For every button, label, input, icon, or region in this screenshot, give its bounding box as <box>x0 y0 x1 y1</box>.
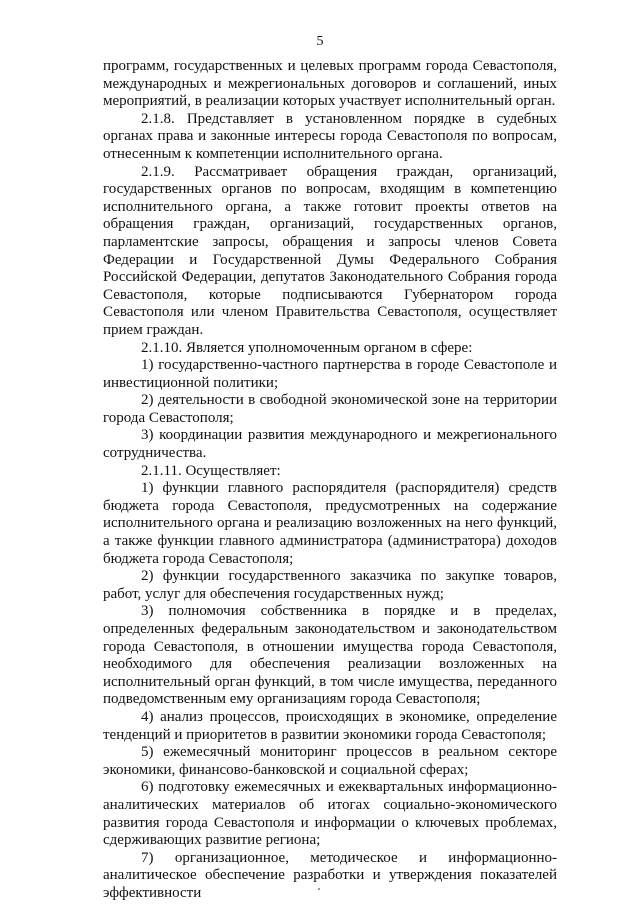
list-item-2-1-11-3: 3) полномочия собственника в порядке и в пределах, определенных федеральным законодательством и законодательством города Севастополя, в отношении имущества города Севастополя, необходимого для обеспечения реализации возложенных на исполнительный орган функций, в том числе имущества, переданного подведомственным ему организациям города Севастополя; <box>103 603 557 708</box>
page-number: 5 <box>316 34 324 49</box>
list-item-2-1-11-2: 2) функции государственного заказчика по закупке товаров, работ, услуг для обеспечения государственных нужд; <box>103 568 557 602</box>
paragraph-2-1-11: 2.1.11. Осуществляет: <box>141 462 281 479</box>
scan-speck <box>318 888 320 890</box>
paragraph-2-1-8: 2.1.8. Представляет в установленном порядке в судебных органах права и законные интересы города Севастополя по вопросам, отнесенным к компетенции исполнительного органа. <box>103 110 557 162</box>
list-item-2-1-10-2: 2) деятельности в свободной экономической зоне на территории города Севастополя; <box>103 392 557 426</box>
list-item-2-1-11-1: 1) функции главного распорядителя (распорядителя) средств бюджета города Севастополя, предусмотренных на содержание исполнительного органа и реализацию возложенных на него функций, а также функции главного администратора (администратора) доходов бюджета города Севастополя; <box>103 480 557 567</box>
list-item-2-1-11-6: 6) подготовку ежемесячных и ежеквартальных информационно-аналитических материалов об итогах социально-экономического развития города Севастополя и информации о ключевых проблемах, сдерживающих развитие региона; <box>103 779 557 849</box>
document-body <box>103 58 557 903</box>
paragraph-continuation: программ, государственных и целевых программ города Севастополя, международных и межрегиональных договоров и соглашений, иных мероприятий, в реализации которых участвует исполнительный орган. <box>103 58 557 110</box>
list-item-2-1-10-1: 1) государственно-частного партнерства в городе Севастополе и инвестиционной политики; <box>103 357 557 391</box>
list-item-2-1-11-7: 7) организационное, методическое и информационно-аналитическое обеспечение разработки и утверждения показателей эффективности <box>103 849 557 901</box>
list-item-2-1-10-3: 3) координации развития международного и межрегионального сотрудничества. <box>103 427 557 462</box>
paragraph-2-1-10: 2.1.10. Является уполномоченным органом в сфере: <box>141 339 473 356</box>
paragraph-2-1-9: 2.1.9. Рассматривает обращения граждан, организаций, государственных органов по вопросам, входящим в компетенцию исполнительного органа, а также готовит проекты ответов на обращения граждан, организаций, государственных органов, парламентские запросы, обращения и запросы членов Совета Федерации и Государственной Думы Федерального Собрания Российской Федерации, депутатов Законодательного Собрания города Севастополя, которые подписываются Губернатором города Севастополя или членом Правительства Севастополя, осуществляет прием граждан. <box>103 163 557 338</box>
list-item-2-1-11-5: 5) ежемесячный мониторинг процессов в реальном секторе экономики, финансово-банковской и социальной сферах; <box>103 744 557 778</box>
list-item-2-1-11-4: 4) анализ процессов, происходящих в экономике, определение тенденций и приоритетов в развитии экономики города Севастополя; <box>103 708 557 743</box>
